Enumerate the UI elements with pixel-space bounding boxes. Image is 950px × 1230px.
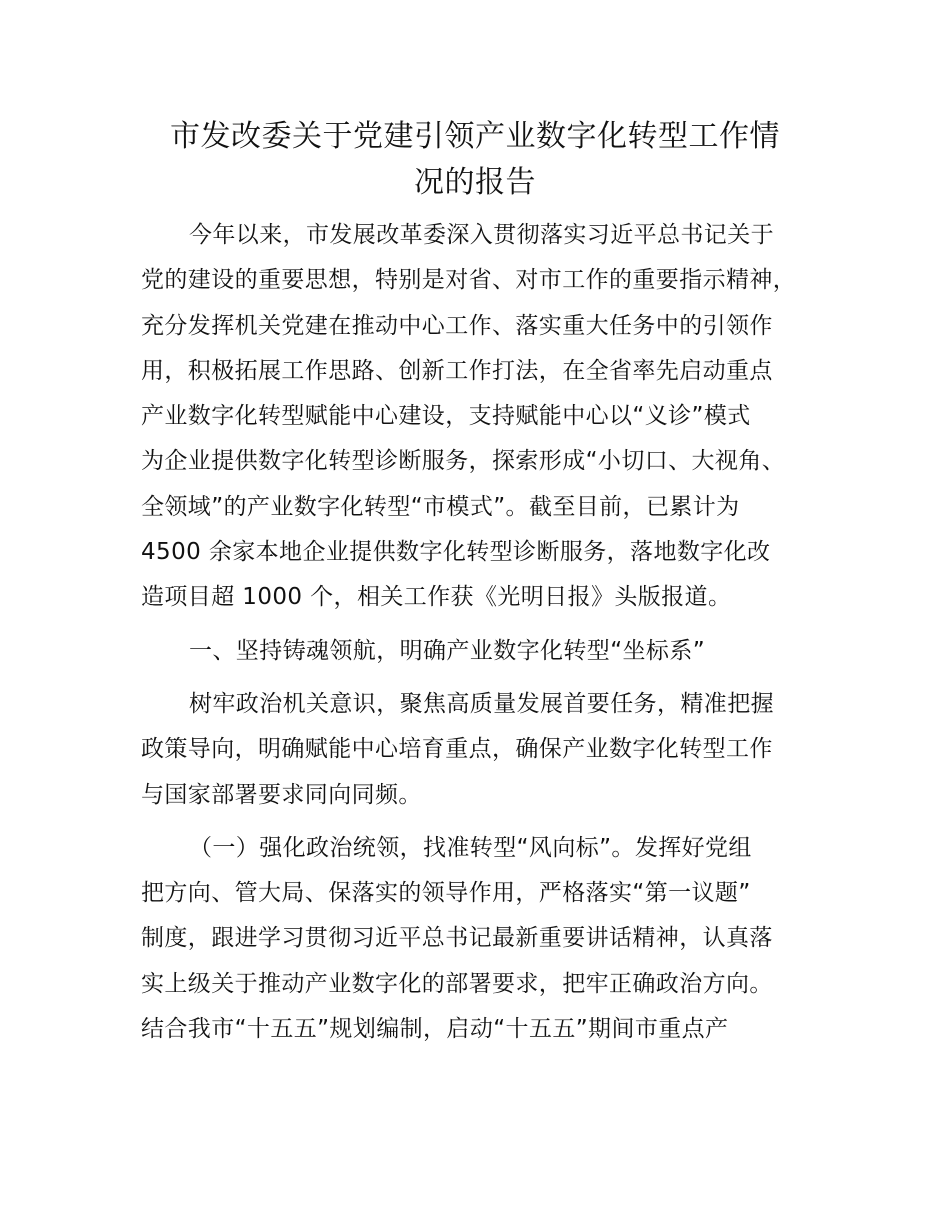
paragraph-line: 造项目超 1000 个，相关工作获《光明日报》头版报道。	[141, 584, 732, 611]
paragraph-line: 用，积极拓展工作思路、创新工作打法，在全省率先启动重点	[141, 357, 773, 384]
paragraph-line: 全领域”的产业数字化转型“市模式”。截至目前，已累计为	[141, 493, 740, 520]
section-heading-1	[141, 629, 831, 674]
paragraph-subsection-1	[141, 826, 831, 1052]
paragraph-line: 产业数字化转型赋能中心建设，支持赋能中心以“义诊”模式	[141, 403, 751, 430]
section-heading-line: 一、坚持铸魂领航，明确产业数字化转型“坐标系”	[189, 637, 706, 664]
paragraph-line: 树牢政治机关意识，聚焦高质量发展首要任务，精准把握	[189, 690, 774, 717]
paragraph-line: 与国家部署要求同向同频。	[141, 781, 422, 808]
paragraph-gap	[141, 818, 831, 826]
paragraph-line: 今年以来，市发展改革委深入贯彻落实习近平总书记关于	[189, 222, 774, 248]
paragraph-line: 实上级关于推动产业数字化的部署要求，把牢正确政治方向。	[141, 970, 773, 997]
paragraph-line: 制度，跟进学习贯彻习近平总书记最新重要讲话精神，认真落	[141, 925, 773, 952]
document-body	[141, 213, 831, 1052]
document-title	[100, 114, 850, 206]
paragraph-gap	[141, 674, 831, 682]
title-line-2: 况的报告	[414, 165, 536, 200]
paragraph-section-1-intro	[141, 682, 831, 818]
paragraph-line: 为企业提供数字化转型诊断服务，探索形成“小切口、大视角、	[141, 448, 786, 475]
paragraph-line: 结合我市“十五五”规划编制，启动“十五五”期间市重点产	[141, 1016, 729, 1043]
paragraph-line: 4500 余家本地企业提供数字化转型诊断服务，落地数字化改	[141, 539, 771, 566]
paragraph-line: 充分发挥机关党建在推动中心工作、落实重大任务中的引领作	[141, 312, 773, 339]
title-line-1: 市发改委关于党建引领产业数字化转型工作情	[170, 119, 780, 154]
paragraph-intro	[141, 213, 831, 621]
paragraph-line: （一）强化政治统领，找准转型“风向标”。发挥好党组	[189, 834, 752, 861]
paragraph-line: 政策导向，明确赋能中心培育重点，确保产业数字化转型工作	[141, 736, 773, 763]
paragraph-gap	[141, 621, 831, 629]
paragraph-line: 党的建设的重要思想，特别是对省、对市工作的重要指示精神，	[141, 267, 797, 294]
paragraph-line: 把方向、管大局、保落实的领导作用，严格落实“第一议题”	[141, 880, 751, 907]
